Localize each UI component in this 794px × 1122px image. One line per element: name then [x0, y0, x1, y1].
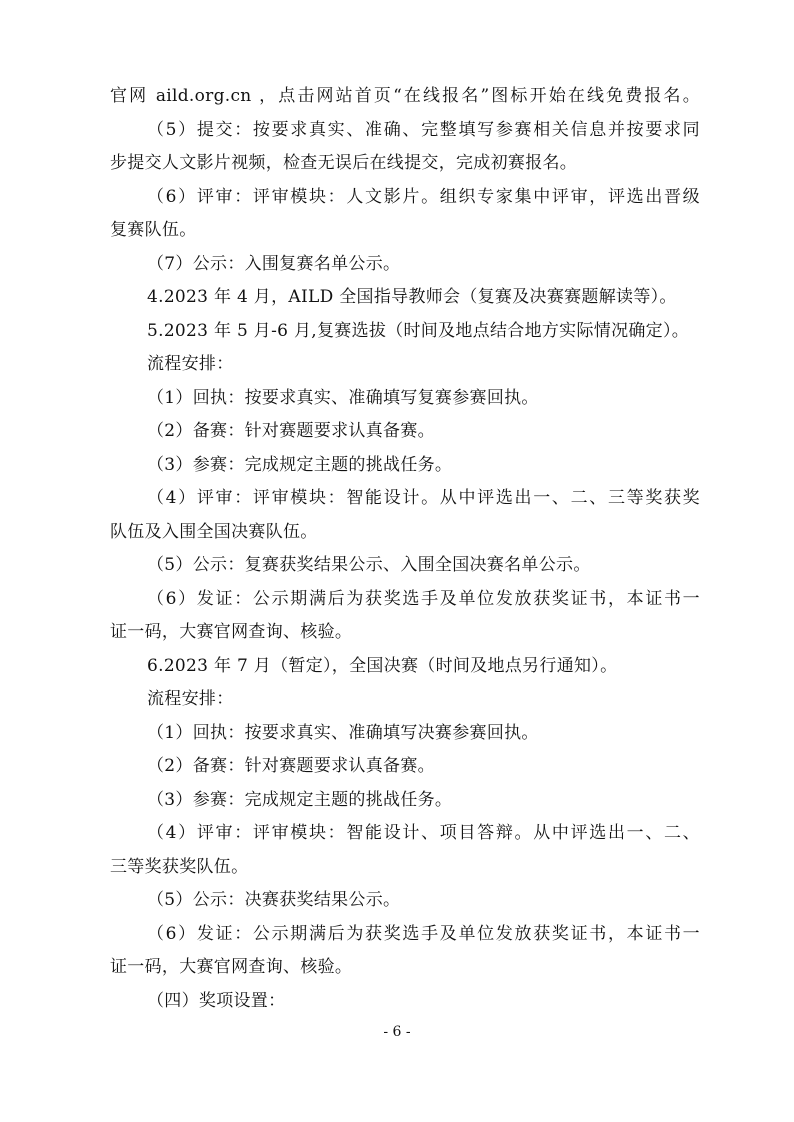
- semifinal-step-publicity: （5）公示：复赛获奖结果公示、入围全国决赛名单公示。: [147, 555, 591, 575]
- semifinal-step-review: （4）评审：评审模块：智能设计。从中评选出一、二、三等奖获奖: [147, 488, 700, 508]
- final-step-receipt: （1）回执：按要求真实、准确填写决赛参赛回执。: [147, 722, 539, 743]
- section-heading-awards: （四）奖项设置：: [147, 990, 286, 1011]
- final-step-review: （4）评审：评审模块：智能设计、项目答辩。从中评选出一、二、: [147, 823, 700, 843]
- semifinal-step-prepare: （2）备赛：针对赛题要求认真备赛。: [147, 421, 435, 441]
- paragraph-line-review-step: （6）评审：评审模块：人文影片。组织专家集中评审，评选出晋级: [147, 186, 700, 207]
- semifinal-step-receipt: （1）回执：按要求真实、准确填写复赛参赛回执。: [147, 387, 539, 408]
- final-step-participate: （3）参赛：完成规定主题的挑战任务。: [147, 789, 453, 810]
- paragraph-line-submit-step-cont: 步提交人文影片视频，检查无误后在线提交，完成初赛报名。: [110, 153, 578, 173]
- page-number: - 6 -: [383, 1024, 411, 1040]
- section-item-semifinal: 5.2023 年 5 月-6 月,复赛选拔（时间及地点结合地方实际情况确定）。: [147, 320, 690, 341]
- final-step-certificate-cont: 证一码，大赛官网查询、核验。: [110, 957, 353, 977]
- final-step-review-cont: 三等奖获奖队伍。: [110, 856, 249, 877]
- section-item-april-meeting: 4.2023 年 4 月，AILD 全国指导教师会（复赛及决赛赛题解读等）。: [147, 287, 677, 307]
- semifinal-step-review-cont: 队伍及入围全国决赛队伍。: [110, 521, 318, 542]
- final-step-publicity: （5）公示：决赛获奖结果公示。: [147, 890, 401, 910]
- section-item-national-final: 6.2023 年 7 月（暂定），全国决赛（时间及地点另行通知）。: [147, 655, 618, 676]
- paragraph-line-submit-step: （5）提交：按要求真实、准确、完整填写参赛相关信息并按要求同: [147, 119, 700, 140]
- semifinal-step-certificate: （6）发证：公示期满后为获奖选手及单位发放获奖证书，本证书一: [147, 588, 700, 609]
- process-heading: 流程安排：: [147, 354, 234, 374]
- document-body: [110, 80, 700, 1018]
- paragraph-line-review-step-cont: 复赛队伍。: [110, 220, 197, 240]
- paragraph-line-publicity-step: （7）公示：入围复赛名单公示。: [147, 253, 401, 274]
- semifinal-step-certificate-cont: 证一码，大赛官网查询、核验。: [110, 622, 353, 642]
- process-heading-final: 流程安排：: [147, 689, 234, 709]
- paragraph-line-registration-website: 官网 aild.org.cn ，点击网站首页“在线报名”图标开始在线免费报名。: [110, 86, 700, 106]
- final-step-prepare: （2）备赛：针对赛题要求认真备赛。: [147, 756, 435, 776]
- semifinal-step-participate: （3）参赛：完成规定主题的挑战任务。: [147, 454, 453, 475]
- final-step-certificate: （6）发证：公示期满后为获奖选手及单位发放获奖证书，本证书一: [147, 923, 700, 944]
